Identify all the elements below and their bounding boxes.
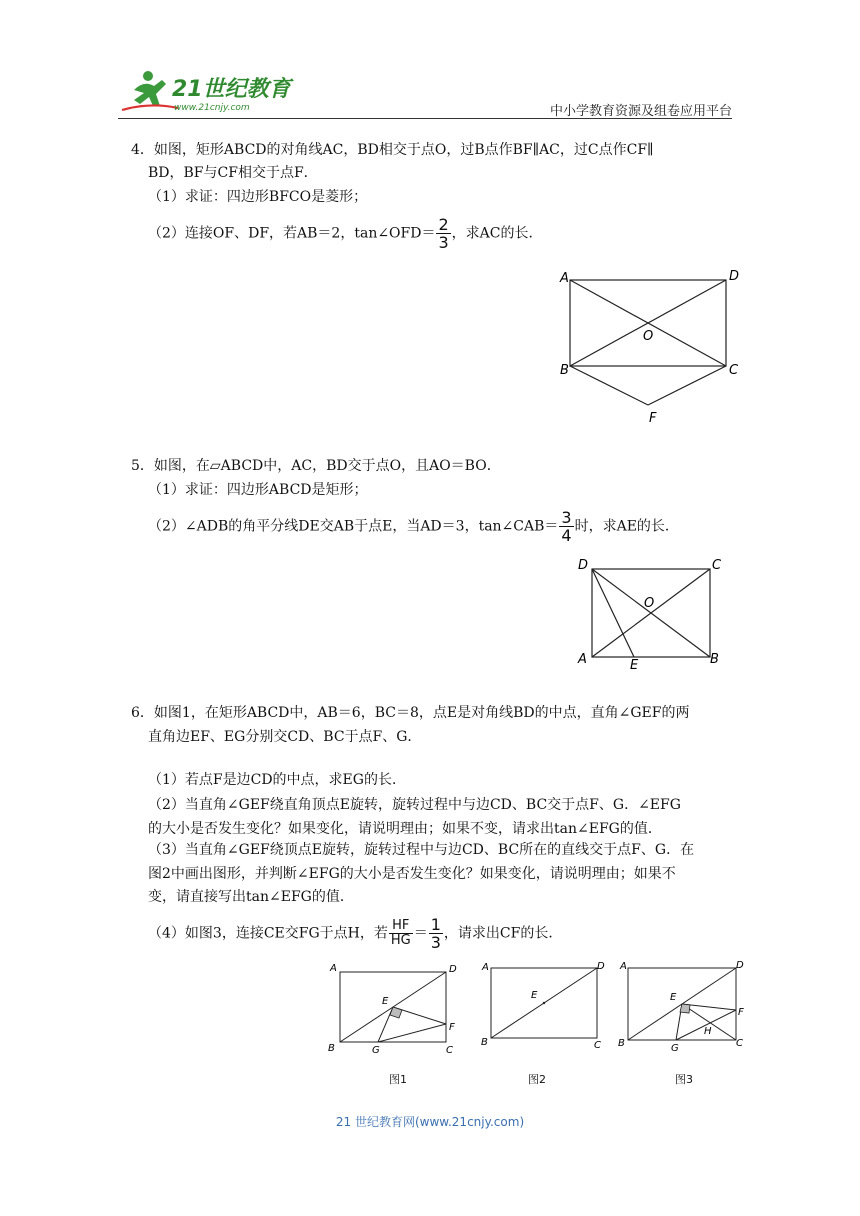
q4-label-c: C — [729, 363, 739, 378]
q4-label-b: B — [560, 363, 569, 378]
fig1-label-c: C — [446, 1045, 453, 1056]
fig3-right-angle — [680, 1004, 690, 1013]
fig2-label-b: B — [481, 1037, 488, 1048]
q5-frac-num: 3 — [561, 508, 572, 527]
q6-frac2-num: 1 — [430, 915, 441, 934]
q6-frac-den: HG — [390, 933, 411, 948]
q6-figure2 — [477, 958, 617, 1058]
caption-fig1: 图1 — [389, 1073, 407, 1086]
platform-name: 中小学教育资源及组卷应用平台 — [549, 104, 732, 119]
q6-fraction-1-3 — [429, 916, 443, 951]
fig3-label-d: D — [736, 960, 744, 971]
q5-label-b: B — [710, 652, 719, 667]
q6-frac2-den: 3 — [430, 933, 441, 952]
q5-part2 — [148, 509, 679, 544]
q4-label-a: A — [560, 271, 569, 286]
q4-label-o: O — [643, 329, 654, 344]
footer-link[interactable]: 21 世纪教育网(www.21cnjy.com) — [335, 1115, 525, 1129]
q4-part1: （1）求证：四边形BFCO是菱形； — [148, 189, 368, 205]
fig1-label-g: G — [372, 1045, 380, 1056]
q5-label-c: C — [712, 558, 722, 573]
fig2-label-c: C — [594, 1040, 601, 1051]
q4-figure — [555, 262, 750, 430]
fig1-seg-gf — [378, 1024, 446, 1042]
fig3-label-f: F — [738, 1007, 744, 1018]
q4-part2-b: ，求AC的长． — [451, 225, 543, 242]
caption-fig2: 图2 — [528, 1073, 546, 1086]
q6-part4-a: （4）如图3，连接CE交FG于点H，若 — [148, 925, 388, 942]
q4-part2-a: （2）连接OF、DF，若AB＝2，tan∠OFD＝ — [148, 225, 436, 242]
q5-fraction — [559, 509, 573, 544]
q5-frac-den: 4 — [561, 526, 572, 545]
fig1-label-a: A — [330, 963, 337, 974]
q6-fraction-hf-hg — [389, 919, 413, 948]
fig3-label-e: E — [670, 992, 677, 1003]
fig1-label-d: D — [449, 964, 457, 975]
fig3-label-b: B — [618, 1038, 625, 1049]
q4-label-f: F — [649, 411, 657, 426]
q4-label-d: D — [729, 269, 740, 284]
q5-bisector-de — [592, 569, 634, 657]
logo-sub: www.21cnjy.com — [174, 103, 250, 113]
fig3-label-c: C — [736, 1038, 743, 1049]
fig1-label-e: E — [382, 996, 389, 1007]
fig2-point-e — [543, 1002, 545, 1004]
fig2-label-e: E — [531, 990, 538, 1001]
q6-equals: ＝ — [413, 925, 428, 942]
q6-part3-line2: 图2中画出图形，并判断∠EFG的大小是否发生变化？如果变化，请说明理由；如果不 — [148, 866, 676, 882]
q6-part2-line1: （2）当直角∠GEF绕直角顶点E旋转，旋转过程中与边CD、BC交于点F、G．∠EFG — [148, 797, 681, 813]
q5-part1: （1）求证：四边形ABCD是矩形； — [148, 482, 368, 498]
q4-fraction — [436, 216, 450, 251]
q6-frac-num: HF — [389, 919, 413, 934]
q6-line2: 直角边EF、EG分别交CD、BC于点F、G． — [148, 729, 422, 745]
fig3-label-g: G — [671, 1043, 679, 1054]
q6-part2-line2: 的大小是否发生变化？如果变化，请说明理由；如果不变，请求出tan∠EFG的值． — [148, 821, 662, 837]
q6-part1: （1）若点F是边CD的中点，求EG的长． — [148, 772, 406, 788]
fig1-label-b: B — [328, 1043, 335, 1054]
q4-frac-num: 2 — [438, 215, 449, 234]
q6-part3-line1: （3）当直角∠GEF绕顶点E旋转，旋转过程中与边CD、BC所在的直线交于点F、G．在 — [148, 842, 695, 858]
q5-label-a: A — [578, 652, 587, 667]
fig2-label-d: D — [597, 961, 605, 972]
caption-fig3: 图3 — [675, 1073, 693, 1086]
fig2-label-a: A — [482, 962, 489, 973]
q6-part4 — [148, 916, 562, 951]
q5-label-d: D — [578, 558, 589, 573]
q5-figure — [570, 553, 730, 673]
logo — [120, 66, 295, 116]
q5-part2-b: 时，求AE的长． — [574, 518, 679, 535]
q6-figure3 — [616, 958, 756, 1058]
fig3-label-a: A — [620, 961, 627, 972]
q5-line1: 5．如图，在▱ABCD中，AC，BD交于点O，且AO＝BO． — [131, 458, 501, 474]
q5-part2-a: （2）∠ADB的角平分线DE交AB于点E，当AD＝3，tan∠CAB＝ — [148, 518, 559, 535]
q4-seg-bf — [570, 366, 648, 405]
header-divider — [118, 118, 732, 119]
q4-frac-den: 3 — [438, 233, 449, 252]
q4-line1: 4．如图，矩形ABCD的对角线AC，BD相交于点O，过B点作BF∥AC，过C点作CF∥ — [131, 142, 654, 158]
q4-seg-cf — [648, 366, 726, 405]
q6-figure1 — [322, 958, 462, 1058]
logo-text: 21世纪教育 — [172, 77, 291, 102]
q4-part2 — [148, 216, 543, 251]
q6-line1: 6．如图1，在矩形ABCD中，AB＝6，BC＝8，点E是对角线BD的中点，直角∠GEF的两 — [131, 705, 690, 721]
q5-label-e: E — [630, 658, 639, 673]
fig3-label-h: H — [704, 1026, 712, 1037]
q4-line2: BD，BF与CF相交于点F． — [148, 165, 318, 181]
q6-part3-line3: 变，请直接写出tan∠EFG的值． — [148, 889, 354, 905]
fig1-label-f: F — [449, 1022, 455, 1033]
q5-label-o: O — [644, 596, 655, 611]
q6-part4-b: ，请求出CF的长． — [443, 925, 563, 942]
